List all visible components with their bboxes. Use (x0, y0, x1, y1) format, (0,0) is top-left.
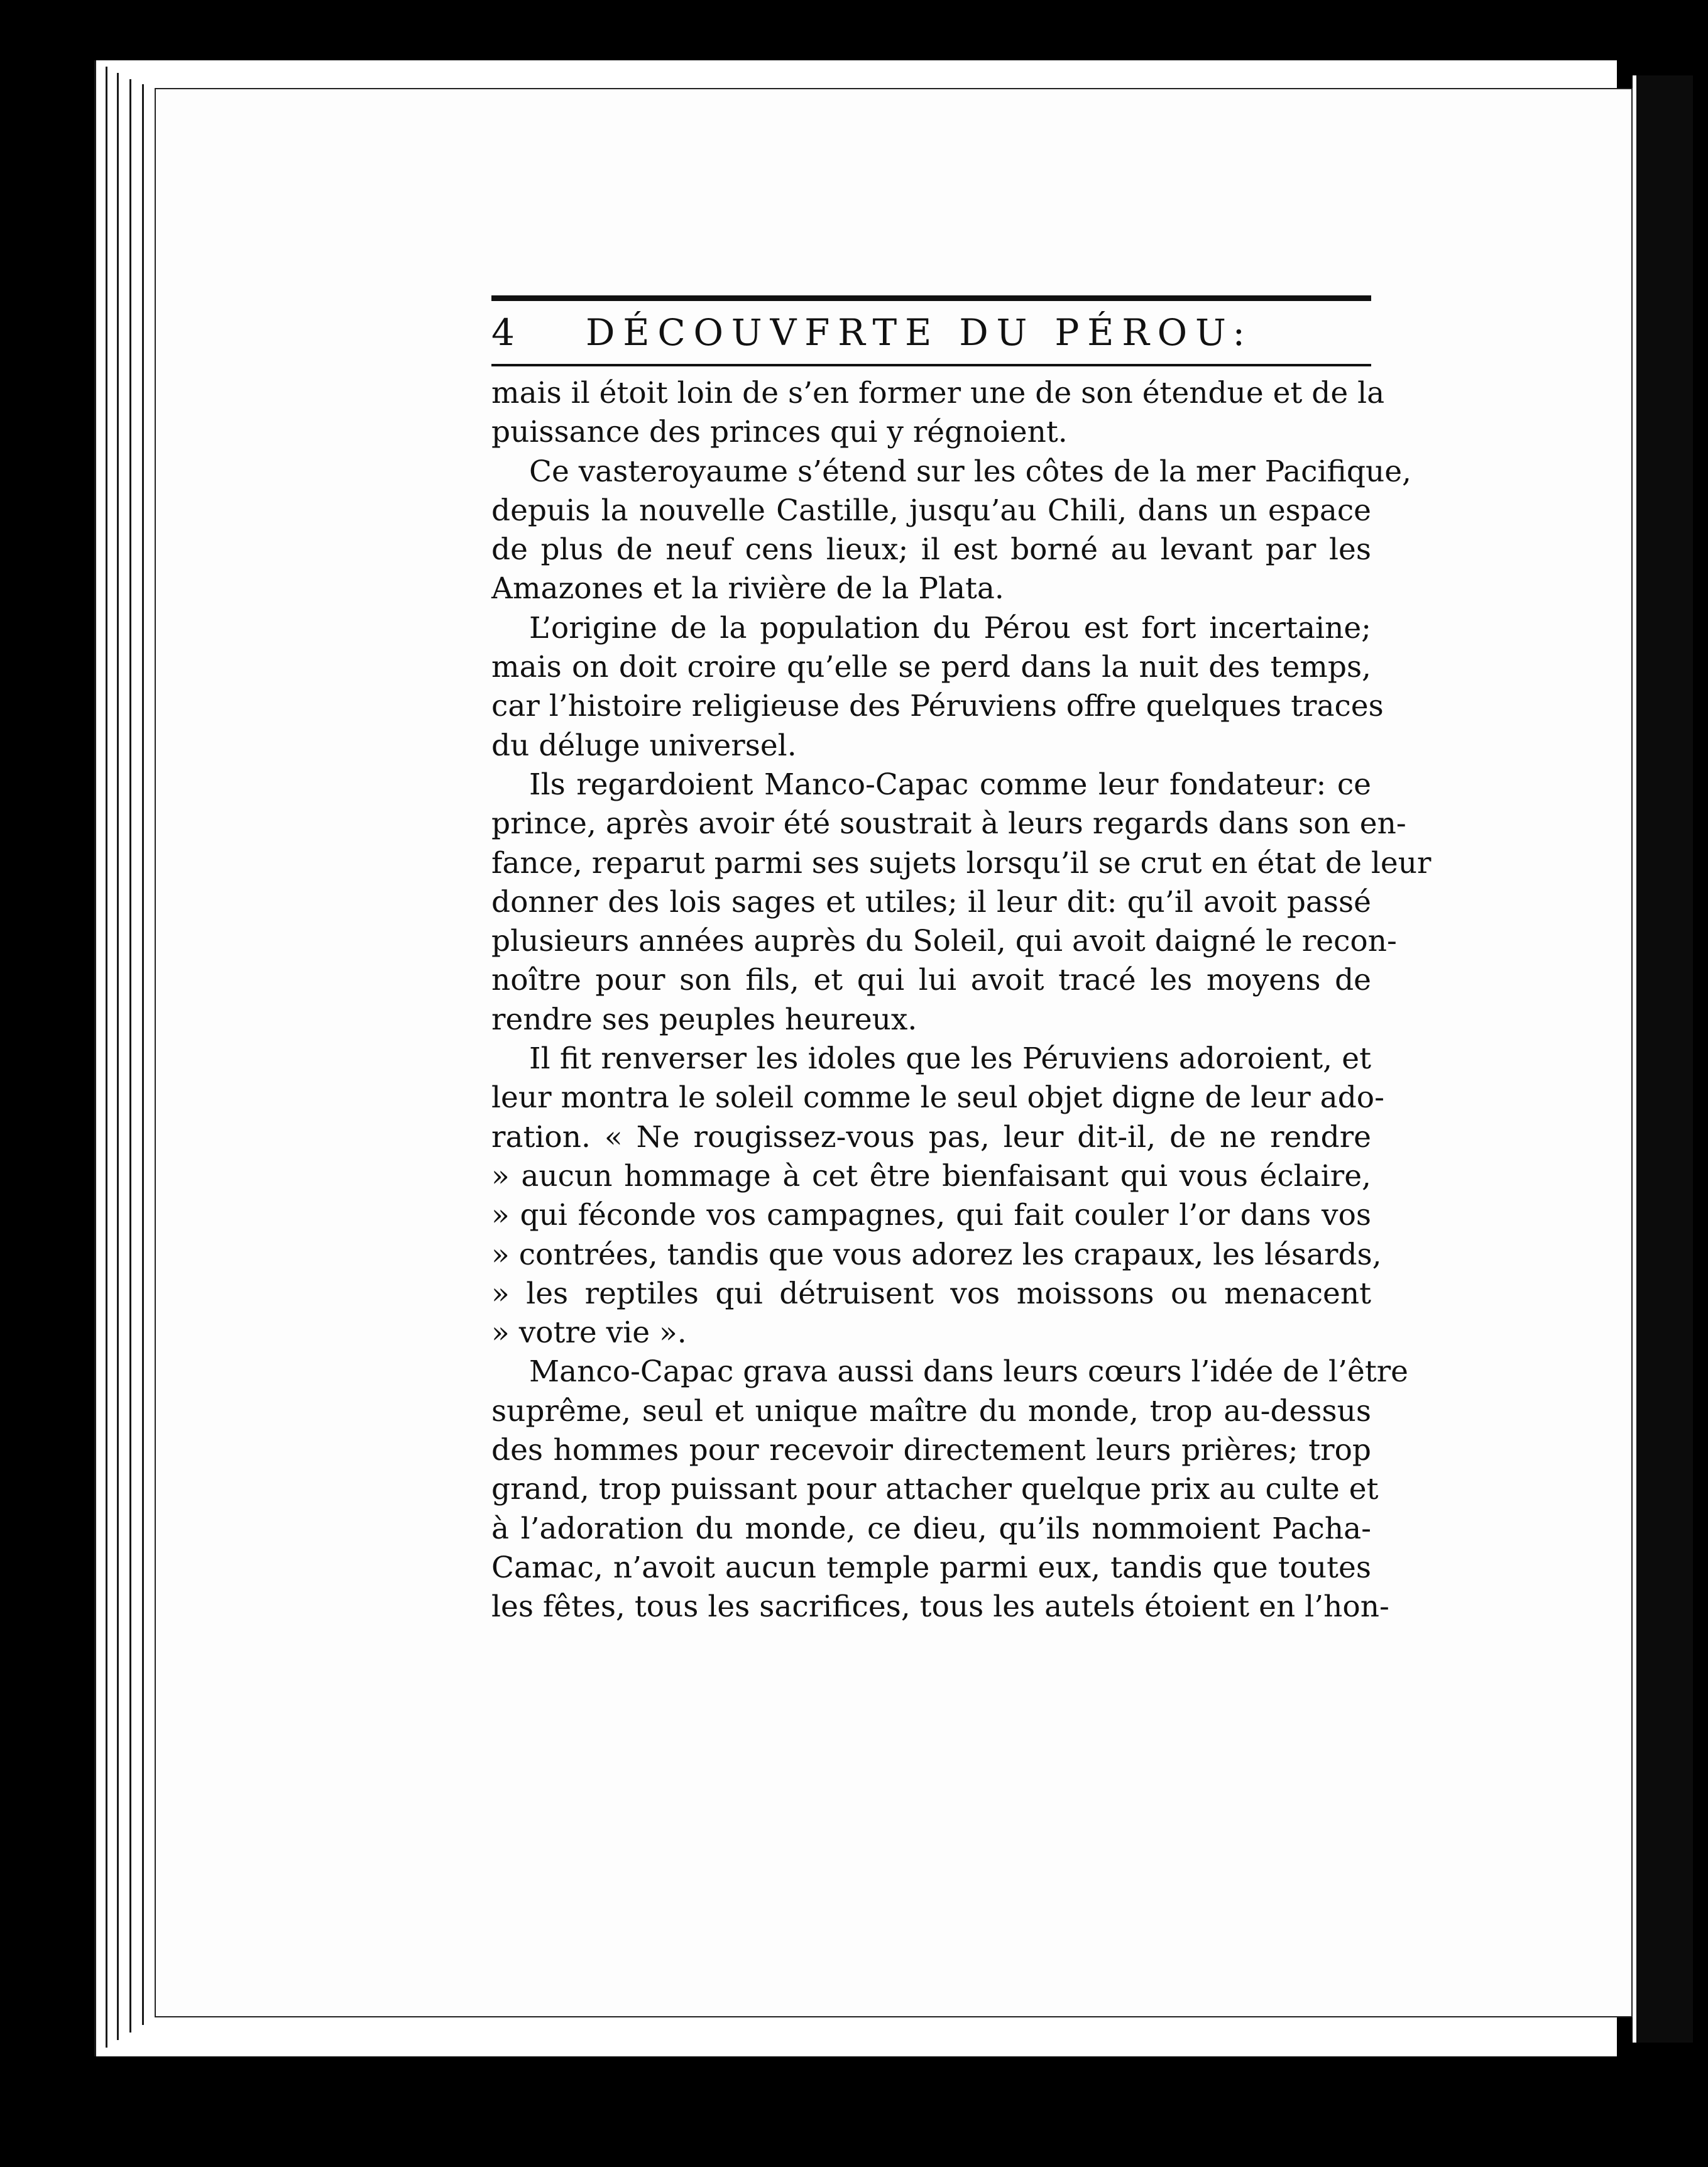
text-line: » aucun hommage à cet être bienfaisant qui vous éclaire, (491, 1158, 1371, 1193)
page-number: 4 (491, 311, 515, 354)
text-line: mais on doit croire qu’elle se perd dans la nuit des temps, (491, 650, 1371, 685)
text-line: Il fit renverser les idoles que les Péruviens adoroient, et (529, 1041, 1371, 1077)
running-head (491, 301, 1371, 364)
facing-page-edge (1633, 75, 1693, 2043)
text-line: prince, après avoir été soustrait à leurs regards dans son en- (491, 806, 1406, 842)
text-line: ration. « Ne rougissez-vous pas, leur dit-il, de ne rendre (491, 1119, 1371, 1155)
running-title: DÉCOUVFRTE DU PÉROU: (586, 311, 1253, 354)
text-line: suprême, seul et unique maître du monde, trop au-dessus (491, 1393, 1371, 1429)
text-line: plusieurs années auprès du Soleil, qui avoit daigné le recon- (491, 924, 1397, 959)
text-line: depuis la nouvelle Castille, jusqu’au Chili, dans un espace (491, 493, 1371, 528)
text-line: » les reptiles qui détruisent vos moissons ou menacent (491, 1276, 1371, 1311)
text-line: noître pour son fils, et qui lui avoit tracé les moyens de (491, 963, 1371, 998)
text-block (491, 295, 1432, 1627)
text-line: Ce vasteroyaume s’étend sur les côtes de la mer Pacifique, (529, 454, 1411, 489)
text-line: donner des lois sages et utiles; il leur dit: qu’il avoit passé (491, 884, 1371, 919)
text-line: L’origine de la population du Pérou est fort incertaine; (529, 610, 1371, 645)
text-line: » contrées, tandis que vous adorez les crapaux, les lésards, (491, 1237, 1382, 1272)
text-line: des hommes pour recevoir directement leurs prières; trop (491, 1433, 1371, 1468)
text-line: Amazones et la rivière de la Plata. (491, 571, 1004, 606)
text-line: fance, reparut parmi ses sujets lorsqu’il se crut en état de leur (491, 845, 1432, 881)
text-line: à l’adoration du monde, ce dieu, qu’ils nommoient Pacha- (491, 1511, 1371, 1546)
text-line: Camac, n’avoit aucun temple parmi eux, tandis que toutes (491, 1550, 1371, 1585)
text-line: » votre vie ». (491, 1315, 687, 1351)
text-line: » qui féconde vos campagnes, qui fait couler l’or dans vos (491, 1198, 1371, 1233)
text-line: puissance des princes qui y régnoient. (491, 415, 1068, 450)
text-line: les fêtes, tous les sacrifices, tous les autels étoient en l’hon- (491, 1589, 1389, 1625)
header-rule-top (491, 295, 1371, 301)
text-line: rendre ses peuples heureux. (491, 1002, 917, 1037)
body-text (491, 374, 1432, 1627)
text-line: mais il étoit loin de s’en former une de son étendue et de la (491, 376, 1385, 410)
header-rule-bottom (491, 364, 1371, 366)
text-line: de plus de neuf cens lieux; il est borné au levant par les (491, 532, 1371, 568)
text-line: Manco-Capac grava aussi dans leurs cœurs l’idée de l’être (529, 1354, 1408, 1390)
text-line: Ils regardoient Manco-Capac comme leur fondateur: ce (529, 767, 1371, 802)
text-line: leur montra le soleil comme le seul objet digne de leur ado- (491, 1080, 1384, 1116)
text-line: du déluge universel. (491, 728, 797, 763)
text-line: grand, trop puissant pour attacher quelque prix au culte et (491, 1472, 1379, 1507)
text-line: car l’histoire religieuse des Péruviens offre quelques traces (491, 689, 1384, 724)
